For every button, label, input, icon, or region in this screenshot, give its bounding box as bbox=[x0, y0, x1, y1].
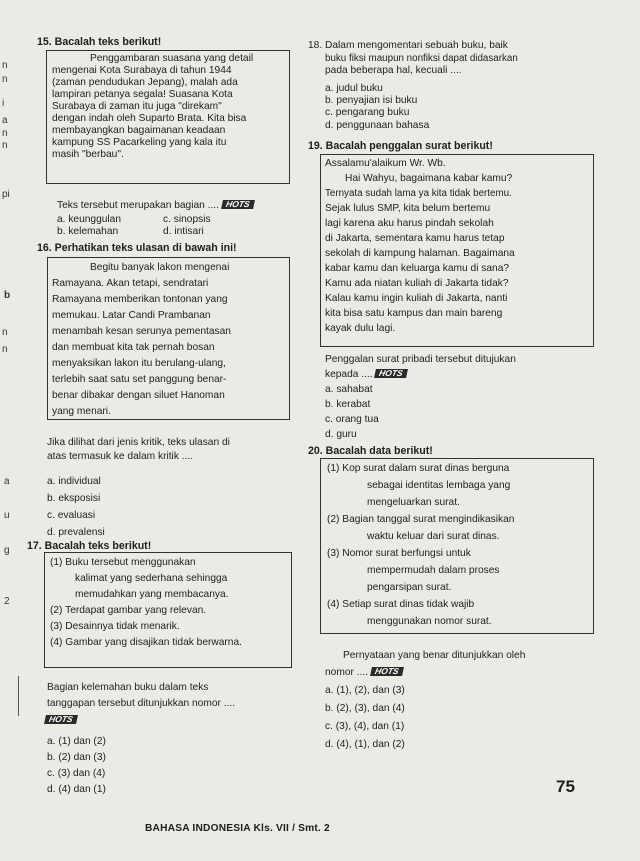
option-c: c. orang tua bbox=[325, 414, 379, 425]
option-b: b. kerabat bbox=[325, 399, 371, 410]
option-b: b. eksposisi bbox=[47, 493, 101, 504]
q19-letter-line: kita bisa satu kampus dan main bareng bbox=[325, 308, 503, 319]
option-d: d. guru bbox=[325, 429, 357, 440]
q15-line: Surabaya di zaman itu juga "direkam" bbox=[52, 101, 222, 112]
hots-badge: HOTS bbox=[374, 369, 408, 378]
q20-item: mempermudah dalam proses bbox=[367, 565, 500, 576]
option-b: b. penyajian isi buku bbox=[325, 95, 418, 106]
q20-item: menggunakan nomor surat. bbox=[367, 616, 492, 627]
q20-question: Pernyataan yang benar ditunjukkan oleh bbox=[343, 650, 526, 661]
margin-fragment: 2 bbox=[4, 596, 10, 607]
q18-heading: 18. Dalam mengomentari sebuah buku, baik bbox=[308, 40, 508, 51]
margin-fragment: n bbox=[2, 128, 8, 139]
q16-line: benar dibakar dengan siluet Hanoman bbox=[52, 390, 225, 401]
q15-heading: 15. Bacalah teks berikut! bbox=[37, 36, 162, 48]
q17-heading: 17. Bacalah teks berikut! bbox=[27, 540, 152, 552]
q16-line: Ramayana memberikan tontonan yang bbox=[52, 294, 228, 305]
option-a: a. judul buku bbox=[325, 83, 383, 94]
option-c: c. pengarang buku bbox=[325, 107, 410, 118]
q20-item: waktu keluar dari surat dinas. bbox=[367, 531, 500, 542]
q16-heading: 16. Perhatikan teks ulasan di bawah ini! bbox=[37, 242, 237, 254]
margin-fragment: g bbox=[4, 545, 10, 556]
q19-letter-line: Kalau kamu ingin kuliah di Jakarta, nanti bbox=[325, 293, 508, 304]
q20-heading: 20. Bacalah data berikut! bbox=[308, 445, 433, 457]
q15-line: lampiran petanya segala! Suasana Kota bbox=[52, 89, 233, 100]
q18-line: pada beberapa hal, kecuali .... bbox=[325, 65, 462, 76]
q20-item: mengeluarkan surat. bbox=[367, 497, 460, 508]
margin-fragment: i bbox=[2, 98, 5, 109]
option-b: b. kelemahan bbox=[57, 226, 119, 237]
option-c: c. (3), (4), dan (1) bbox=[325, 721, 405, 732]
margin-fragment: n bbox=[2, 60, 8, 71]
q15-question: Teks tersebut merupakan bagian .... HOTS bbox=[57, 200, 253, 212]
q17-question: tanggapan tersebut ditunjukkan nomor .... bbox=[47, 698, 236, 709]
q16-line: Ramayana. Akan tetapi, sendratari bbox=[52, 278, 209, 289]
q16-question: atas termasuk ke dalam kritik .... bbox=[47, 451, 194, 462]
margin-line bbox=[18, 676, 19, 716]
q16-question: Jika dilihat dari jenis kritik, teks ulasan di bbox=[47, 437, 230, 448]
q16-line: menambah kesan serunya pementasan bbox=[52, 326, 231, 337]
option-d: d. (4), (1), dan (2) bbox=[325, 739, 405, 750]
page-number: 75 bbox=[556, 777, 575, 796]
q16-line: terlebih saat satu set panggung benar- bbox=[52, 374, 227, 385]
q17-item: kalimat yang sederhana sehingga bbox=[75, 573, 228, 584]
q19-letter-line: di Jakarta, sementara kamu harus tetap bbox=[325, 233, 505, 244]
q20-item: (4) Setiap surat dinas tidak wajib bbox=[327, 599, 475, 610]
q16-line: menyaksikan lakon itu berulang-ulang, bbox=[52, 358, 226, 369]
q17-item: (2) Terdapat gambar yang relevan. bbox=[50, 605, 207, 616]
q19-heading: 19. Bacalah penggalan surat berikut! bbox=[308, 140, 493, 152]
footer-book-title: BAHASA INDONESIA Kls. VII / Smt. 2 bbox=[145, 823, 330, 834]
q19-letter-line: Assalamu'alaikum Wr. Wb. bbox=[325, 158, 446, 169]
option-c: c. sinopsis bbox=[163, 214, 211, 225]
q19-question: Penggalan surat pribadi tersebut ditujukan bbox=[325, 354, 516, 365]
q15-line: (zaman pendudukan Jepang), malah ada bbox=[52, 77, 238, 88]
option-b: b. (2), (3), dan (4) bbox=[325, 703, 405, 714]
hots-badge: HOTS bbox=[370, 667, 404, 676]
q15-line: masih "berbau". bbox=[52, 149, 124, 160]
q16-line: yang menari. bbox=[52, 406, 111, 417]
q20-item: (3) Nomor surat berfungsi untuk bbox=[327, 548, 471, 559]
margin-fragment: n bbox=[2, 327, 8, 338]
q17-item: memudahkan yang membacanya. bbox=[75, 589, 229, 600]
q19-letter-line: Ternyata sudah lama ya kita tidak bertemu. bbox=[325, 188, 512, 199]
margin-fragment: a bbox=[4, 476, 10, 487]
option-a: a. keunggulan bbox=[57, 214, 122, 225]
q17-item: (4) Gambar yang disajikan tidak berwarna. bbox=[50, 637, 242, 648]
q15-line: kampung SS Pacarkeling yang kala itu bbox=[52, 137, 227, 148]
margin-fragment: n bbox=[2, 344, 8, 355]
q19-letter-line: sekolah di kampung halaman. Bagaimana bbox=[325, 248, 515, 259]
q17-item: (3) Desainnya tidak menarik. bbox=[50, 621, 180, 632]
margin-fragment: a bbox=[2, 115, 8, 126]
option-a: a. sahabat bbox=[325, 384, 373, 395]
option-a: a. individual bbox=[47, 476, 101, 487]
q16-line: Begitu banyak lakon mengenai bbox=[90, 262, 230, 273]
q17-question: Bagian kelemahan buku dalam teks bbox=[47, 682, 209, 693]
q18-line: buku fiksi maupun nonfiksi dapat didasarkan bbox=[325, 53, 518, 64]
hots-badge: HOTS bbox=[44, 715, 78, 724]
q19-letter-line: kayak dulu lagi. bbox=[325, 323, 396, 334]
option-c: c. (3) dan (4) bbox=[47, 768, 106, 779]
q16-line: dan membuat kita tak pernah bosan bbox=[52, 342, 215, 353]
margin-fragment: n bbox=[2, 74, 8, 85]
option-d: d. prevalensi bbox=[47, 527, 105, 538]
hots-badge: HOTS bbox=[221, 200, 255, 209]
q16-line: memukau. Latar Candi Prambanan bbox=[52, 310, 211, 321]
margin-fragment: u bbox=[4, 510, 10, 521]
margin-fragment: n bbox=[2, 140, 8, 151]
q15-line: Penggambaran suasana yang detail bbox=[90, 53, 254, 64]
q15-line: membayangkan bagaimanan keadaan bbox=[52, 125, 226, 136]
q15-line: dengan indah oleh Suparto Brata. Kita bisa bbox=[52, 113, 247, 124]
q19-letter-line: Kamu ada niatan kuliah di Jakarta tidak? bbox=[325, 278, 509, 289]
margin-fragment: b bbox=[4, 290, 11, 301]
option-d: d. (4) dan (1) bbox=[47, 784, 106, 795]
q17-hots bbox=[45, 715, 77, 727]
q17-item: (1) Buku tersebut menggunakan bbox=[50, 557, 196, 568]
q20-item: (2) Bagian tanggal surat mengindikasikan bbox=[327, 514, 515, 525]
option-d: d. penggunaan bahasa bbox=[325, 120, 430, 131]
q20-item: pengarsipan surat. bbox=[367, 582, 452, 593]
option-a: a. (1) dan (2) bbox=[47, 736, 106, 747]
q19-letter-line: lagi karena aku harus pindah sekolah bbox=[325, 218, 494, 229]
q19-letter-line: Sejak lulus SMP, kita belum bertemu bbox=[325, 203, 491, 214]
option-b: b. (2) dan (3) bbox=[47, 752, 106, 763]
q19-letter-line: Hai Wahyu, bagaimana kabar kamu? bbox=[345, 173, 513, 184]
q20-item: (1) Kop surat dalam surat dinas berguna bbox=[327, 463, 510, 474]
option-a: a. (1), (2), dan (3) bbox=[325, 685, 405, 696]
q20-item: sebagai identitas lembaga yang bbox=[367, 480, 511, 491]
q19-letter-line: kabar kamu dan keluarga kamu di sana? bbox=[325, 263, 510, 274]
q20-question: nomor .... HOTS bbox=[325, 667, 403, 679]
option-d: d. intisari bbox=[163, 226, 204, 237]
q15-line: mengenai Kota Surabaya di tahun 1944 bbox=[52, 65, 232, 76]
option-c: c. evaluasi bbox=[47, 510, 96, 521]
q19-question: kepada .... HOTS bbox=[325, 369, 407, 381]
margin-fragment: pi bbox=[2, 189, 10, 200]
